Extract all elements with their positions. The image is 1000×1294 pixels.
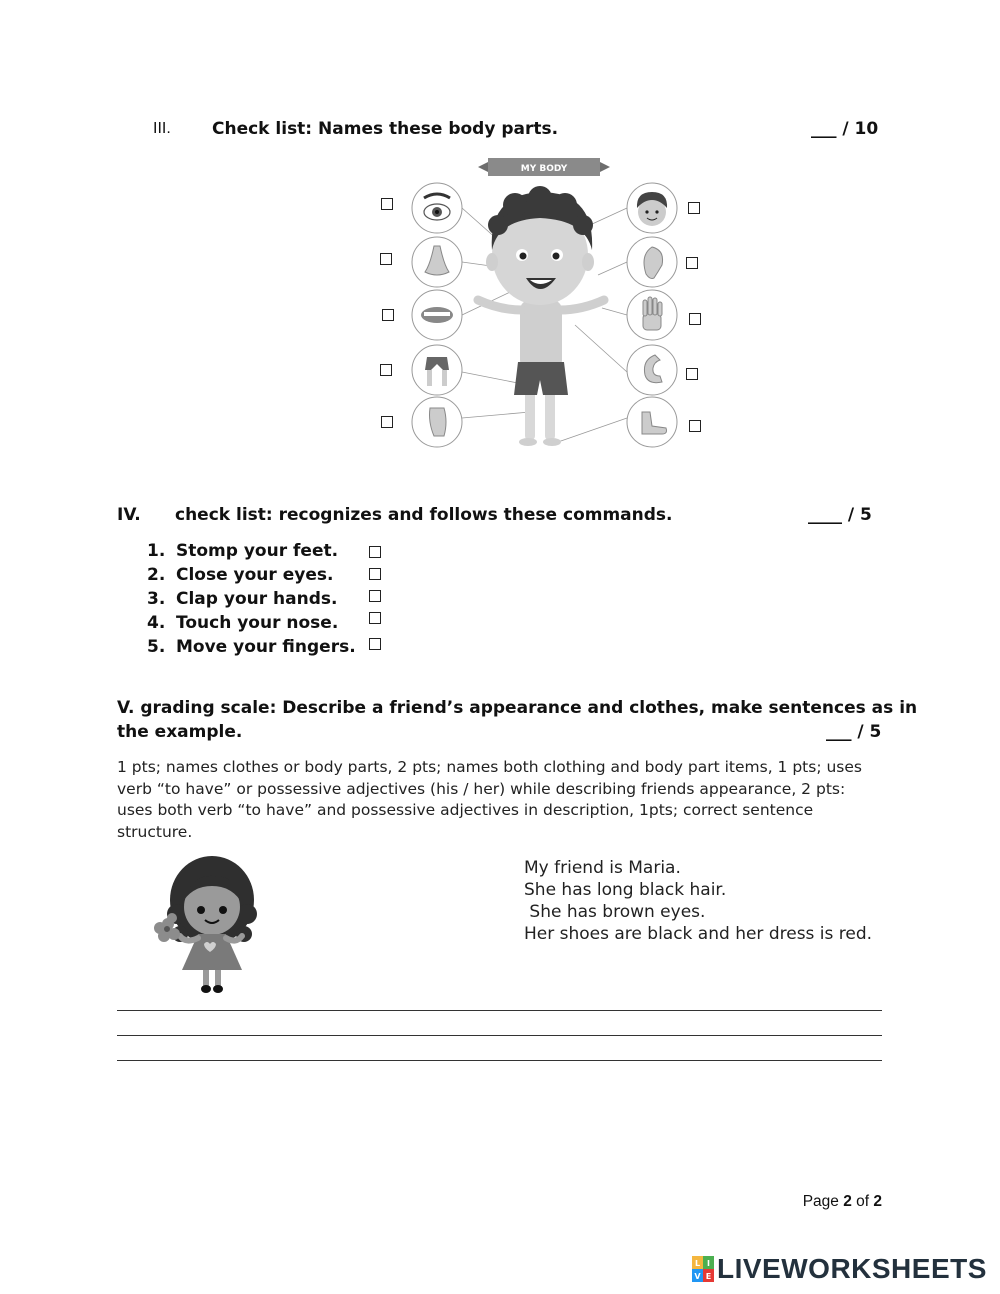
command-item	[147, 565, 333, 585]
checkbox-foot[interactable]	[689, 420, 701, 432]
checkbox-command-2[interactable]	[369, 568, 381, 580]
page-number	[803, 1193, 882, 1211]
command-number: 2.	[147, 565, 166, 585]
section-4-numeral: IV.	[117, 505, 141, 525]
command-number: 3.	[147, 589, 166, 609]
command-text: Clap your hands.	[176, 589, 338, 609]
command-number: 1.	[147, 541, 166, 561]
answer-line[interactable]	[117, 1010, 882, 1011]
banner-text: MY BODY	[520, 164, 568, 174]
brand-name: LIVEWORKSHEETS	[717, 1253, 987, 1284]
checkbox-command-1[interactable]	[369, 546, 381, 558]
page-of: of	[851, 1193, 874, 1210]
checkbox-arm[interactable]	[686, 368, 698, 380]
command-text: Stomp your feet.	[176, 541, 339, 561]
command-text: Move your fingers.	[176, 637, 356, 657]
knee-icon	[430, 408, 447, 436]
section-4-score: ____ / 5	[808, 505, 872, 525]
command-item	[147, 589, 337, 609]
example-line: She has brown eyes.	[524, 902, 706, 922]
svg-text:I: I	[707, 1259, 710, 1268]
checkbox-command-3[interactable]	[369, 590, 381, 602]
command-text: Touch your nose.	[176, 613, 339, 633]
command-item	[147, 541, 338, 561]
example-line: She has long black hair.	[524, 880, 727, 900]
checkbox-eye[interactable]	[381, 198, 393, 210]
my-body-illustration	[370, 150, 715, 455]
my-body-banner	[478, 158, 610, 176]
section-3-numeral: III.	[153, 120, 171, 137]
liveworksheets-logo	[692, 1253, 987, 1285]
section-4-title: check list: recognizes and follows these commands.	[175, 505, 673, 525]
girl-illustration	[152, 852, 262, 994]
page-total: 2	[873, 1193, 882, 1210]
hand-icon	[643, 297, 662, 330]
answer-line[interactable]	[117, 1060, 882, 1061]
checkbox-head[interactable]	[688, 202, 700, 214]
checkbox-hand[interactable]	[689, 313, 701, 325]
section-5-title-line-2: the example.	[117, 722, 243, 742]
mouth-icon	[421, 307, 453, 323]
checkbox-knee[interactable]	[381, 416, 393, 428]
command-number: 5.	[147, 637, 166, 657]
checkbox-ear[interactable]	[686, 257, 698, 269]
svg-text:E: E	[705, 1272, 712, 1281]
checkbox-mouth[interactable]	[382, 309, 394, 321]
example-line: Her shoes are black and her dress is red.	[524, 924, 873, 944]
example-sentences	[524, 857, 872, 945]
checkbox-nose[interactable]	[380, 253, 392, 265]
command-number: 4.	[147, 613, 166, 633]
live-badge-icon	[692, 1256, 714, 1282]
checkbox-command-4[interactable]	[369, 612, 381, 624]
svg-text:L: L	[694, 1259, 701, 1268]
page-prefix: Page	[802, 1193, 844, 1210]
page-current: 2	[843, 1193, 852, 1210]
head-icon	[637, 192, 667, 226]
answer-line[interactable]	[117, 1035, 882, 1036]
example-line: My friend is Maria.	[524, 858, 681, 878]
boy-figure	[478, 186, 604, 446]
checkbox-command-5[interactable]	[369, 638, 381, 650]
command-item	[147, 613, 338, 633]
command-item	[147, 637, 356, 657]
checkbox-legs[interactable]	[380, 364, 392, 376]
section-3-score: ___ / 10	[811, 119, 879, 139]
section-5-score: ___ / 5	[826, 722, 882, 742]
section-3-title: Check list: Names these body parts.	[212, 119, 559, 139]
svg-text:V: V	[694, 1272, 701, 1281]
grading-rubric: 1 pts; names clothes or body parts, 2 pts; names both clothing and body part items, 1 pts; uses verb “to have” or possessive adjectives (his / her) while describing friends appearance, 2 pts: uses both verb “to have” and possessive adjectives in description, 1pts; correct sentence structure.	[117, 758, 862, 841]
section-5-title-line-1: V. grading scale: Describe a friend’s appearance and clothes, make sentences as in	[117, 698, 918, 718]
command-text: Close your eyes.	[176, 565, 334, 585]
